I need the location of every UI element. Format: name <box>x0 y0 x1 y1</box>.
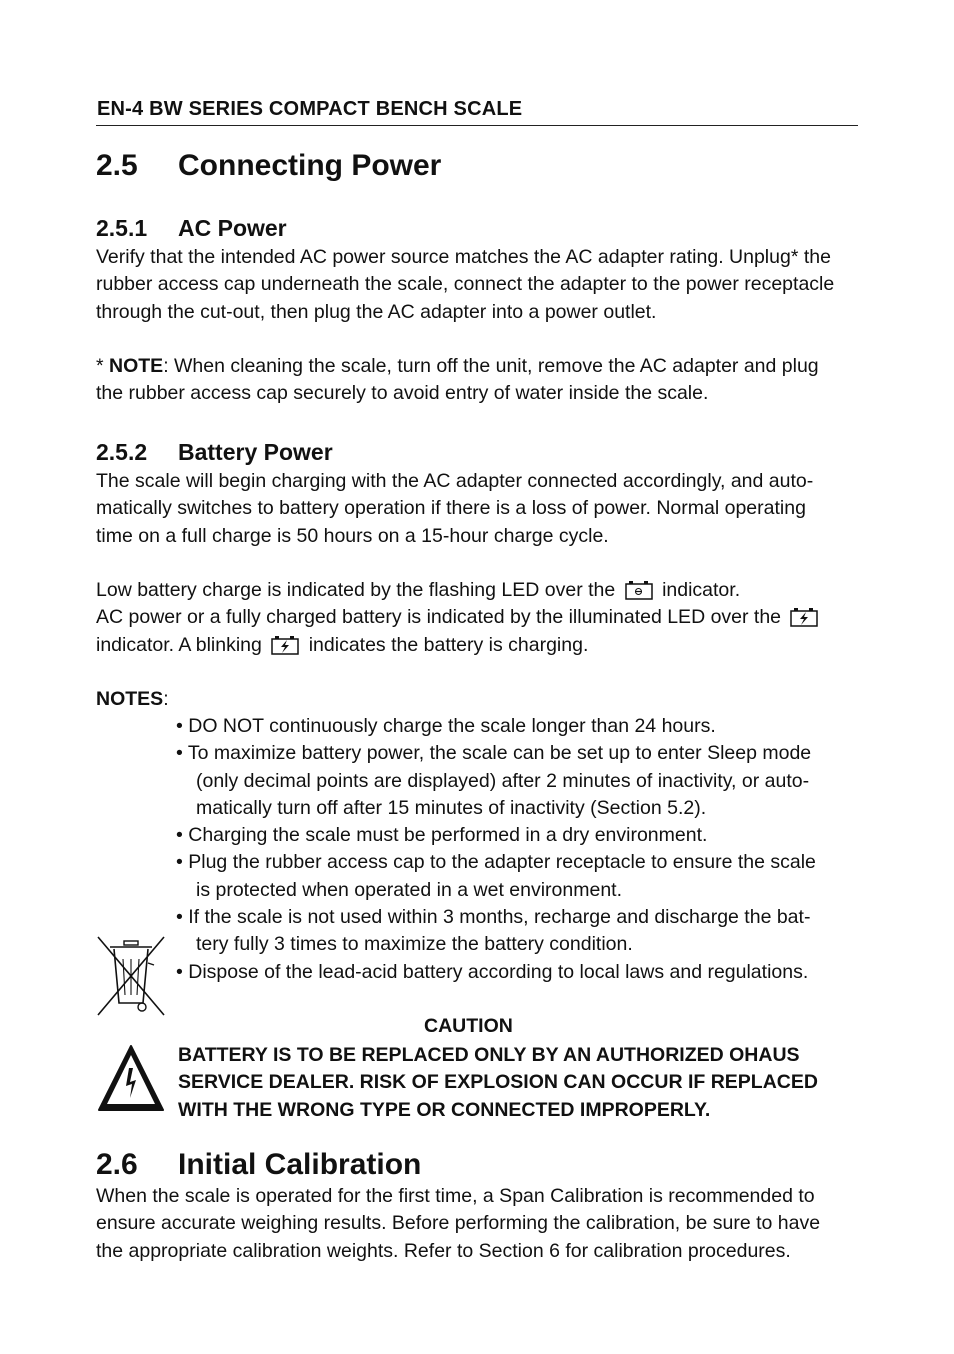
section-number: 2.5 <box>96 149 138 182</box>
ac-power-note <box>96 353 866 408</box>
note-line: the rubber access cap securely to avoid entry of water inside the scale. <box>96 382 709 405</box>
text-line <box>96 604 866 631</box>
list-item-continuation: is protected when operated in a wet environment. <box>196 878 623 901</box>
running-header: EN-4 BW SERIES COMPACT BENCH SCALE <box>97 98 523 120</box>
list-item: • DO NOT continuously charge the scale longer than 24 hours. <box>176 715 716 737</box>
caution-line: BATTERY IS TO BE REPLACED ONLY BY AN AUTHORIZED OHAUS <box>178 1044 800 1066</box>
text-line: rubber access cap underneath the scale, connect the adapter to the power receptacle <box>96 273 835 296</box>
note-line <box>96 353 866 380</box>
text-fragment: AC power or a fully charged battery is indicated by the illuminated LED over the <box>96 606 782 629</box>
list-item-continuation: tery fully 3 times to maximize the battery condition. <box>196 933 633 956</box>
text-line: ensure accurate weighing results. Before performing the calibration, be sure to have <box>96 1212 821 1235</box>
section-2-5-heading <box>96 149 441 183</box>
notes-colon: : <box>163 688 169 710</box>
caution-title: CAUTION <box>424 1015 513 1037</box>
text-line <box>96 632 866 659</box>
notes-heading <box>96 686 169 713</box>
text-line: The scale will begin charging with the AC adapter connected accordingly, and auto- <box>96 470 814 492</box>
header-rule <box>96 125 858 126</box>
text-line: When the scale is operated for the first time, a Span Calibration is recommended to <box>96 1185 815 1207</box>
caution-line: SERVICE DEALER. RISK OF EXPLOSION CAN OCCUR IF REPLACED <box>178 1071 818 1094</box>
indicator-paragraph <box>96 577 866 659</box>
text-line: the appropriate calibration weights. Refer to Section 6 for calibration procedures. <box>96 1239 791 1262</box>
section-number: 2.5.1 <box>96 215 148 241</box>
section-2-5-1-heading <box>96 215 287 242</box>
list-item: • Plug the rubber access cap to the adapter receptacle to ensure the scale <box>176 851 816 874</box>
caution-text <box>178 1042 818 1124</box>
notes-label: NOTES <box>96 688 164 710</box>
text-line: time on a full charge is 50 hours on a 15-hour charge cycle. <box>96 524 609 547</box>
text-line: matically switches to battery operation if there is a loss of power. Normal operating <box>96 497 806 520</box>
text-line: Verify that the intended AC power source matches the AC adapter rating. Unplug* the <box>96 246 831 268</box>
list-item: • Dispose of the lead-acid battery according to local laws and regulations. <box>176 960 809 983</box>
weee-crossed-bin-icon <box>96 935 166 1022</box>
text-fragment: indicator. <box>662 579 741 601</box>
note-prefix: * <box>96 355 110 377</box>
electrical-warning-icon <box>96 1042 166 1119</box>
section-number: 2.5.2 <box>96 439 148 465</box>
list-item-continuation: matically turn off after 15 minutes of inactivity (Section 5.2). <box>196 796 707 819</box>
battery-charging-icon <box>790 607 818 635</box>
battery-charging-icon <box>271 635 299 663</box>
text-line <box>96 577 866 604</box>
section-number: 2.6 <box>96 1148 138 1181</box>
text-fragment: indicates the battery is charging. <box>308 633 589 656</box>
ac-power-paragraph <box>96 244 866 326</box>
section-2-6-heading <box>96 1148 421 1182</box>
list-item-continuation: (only decimal points are displayed) after 2 minutes of inactivity, or auto- <box>196 769 810 792</box>
section-title: Connecting Power <box>178 149 442 182</box>
notes-list <box>176 713 866 986</box>
note-label: NOTE <box>109 355 164 377</box>
list-item: • Charging the scale must be performed in a dry environment. <box>176 824 708 847</box>
section-2-5-2-heading <box>96 439 333 466</box>
caution-line: WITH THE WRONG TYPE OR CONNECTED IMPROPERLY. <box>178 1098 711 1121</box>
list-item: • If the scale is not used within 3 months, recharge and discharge the bat- <box>176 906 811 929</box>
list-item: • To maximize battery power, the scale can be set up to enter Sleep mode <box>176 742 812 765</box>
battery-power-paragraph <box>96 468 866 550</box>
section-title: Initial Calibration <box>178 1148 422 1181</box>
text-line: through the cut-out, then plug the AC adapter into a power outlet. <box>96 300 657 323</box>
section-title: Battery Power <box>178 439 333 465</box>
note-text: : When cleaning the scale, turn off the unit, remove the AC adapter and plug <box>163 355 819 377</box>
calibration-paragraph <box>96 1183 866 1265</box>
text-fragment: indicator. A blinking <box>96 633 262 656</box>
text-fragment: Low battery charge is indicated by the flashing LED over the <box>96 579 616 601</box>
section-title: AC Power <box>178 215 287 241</box>
